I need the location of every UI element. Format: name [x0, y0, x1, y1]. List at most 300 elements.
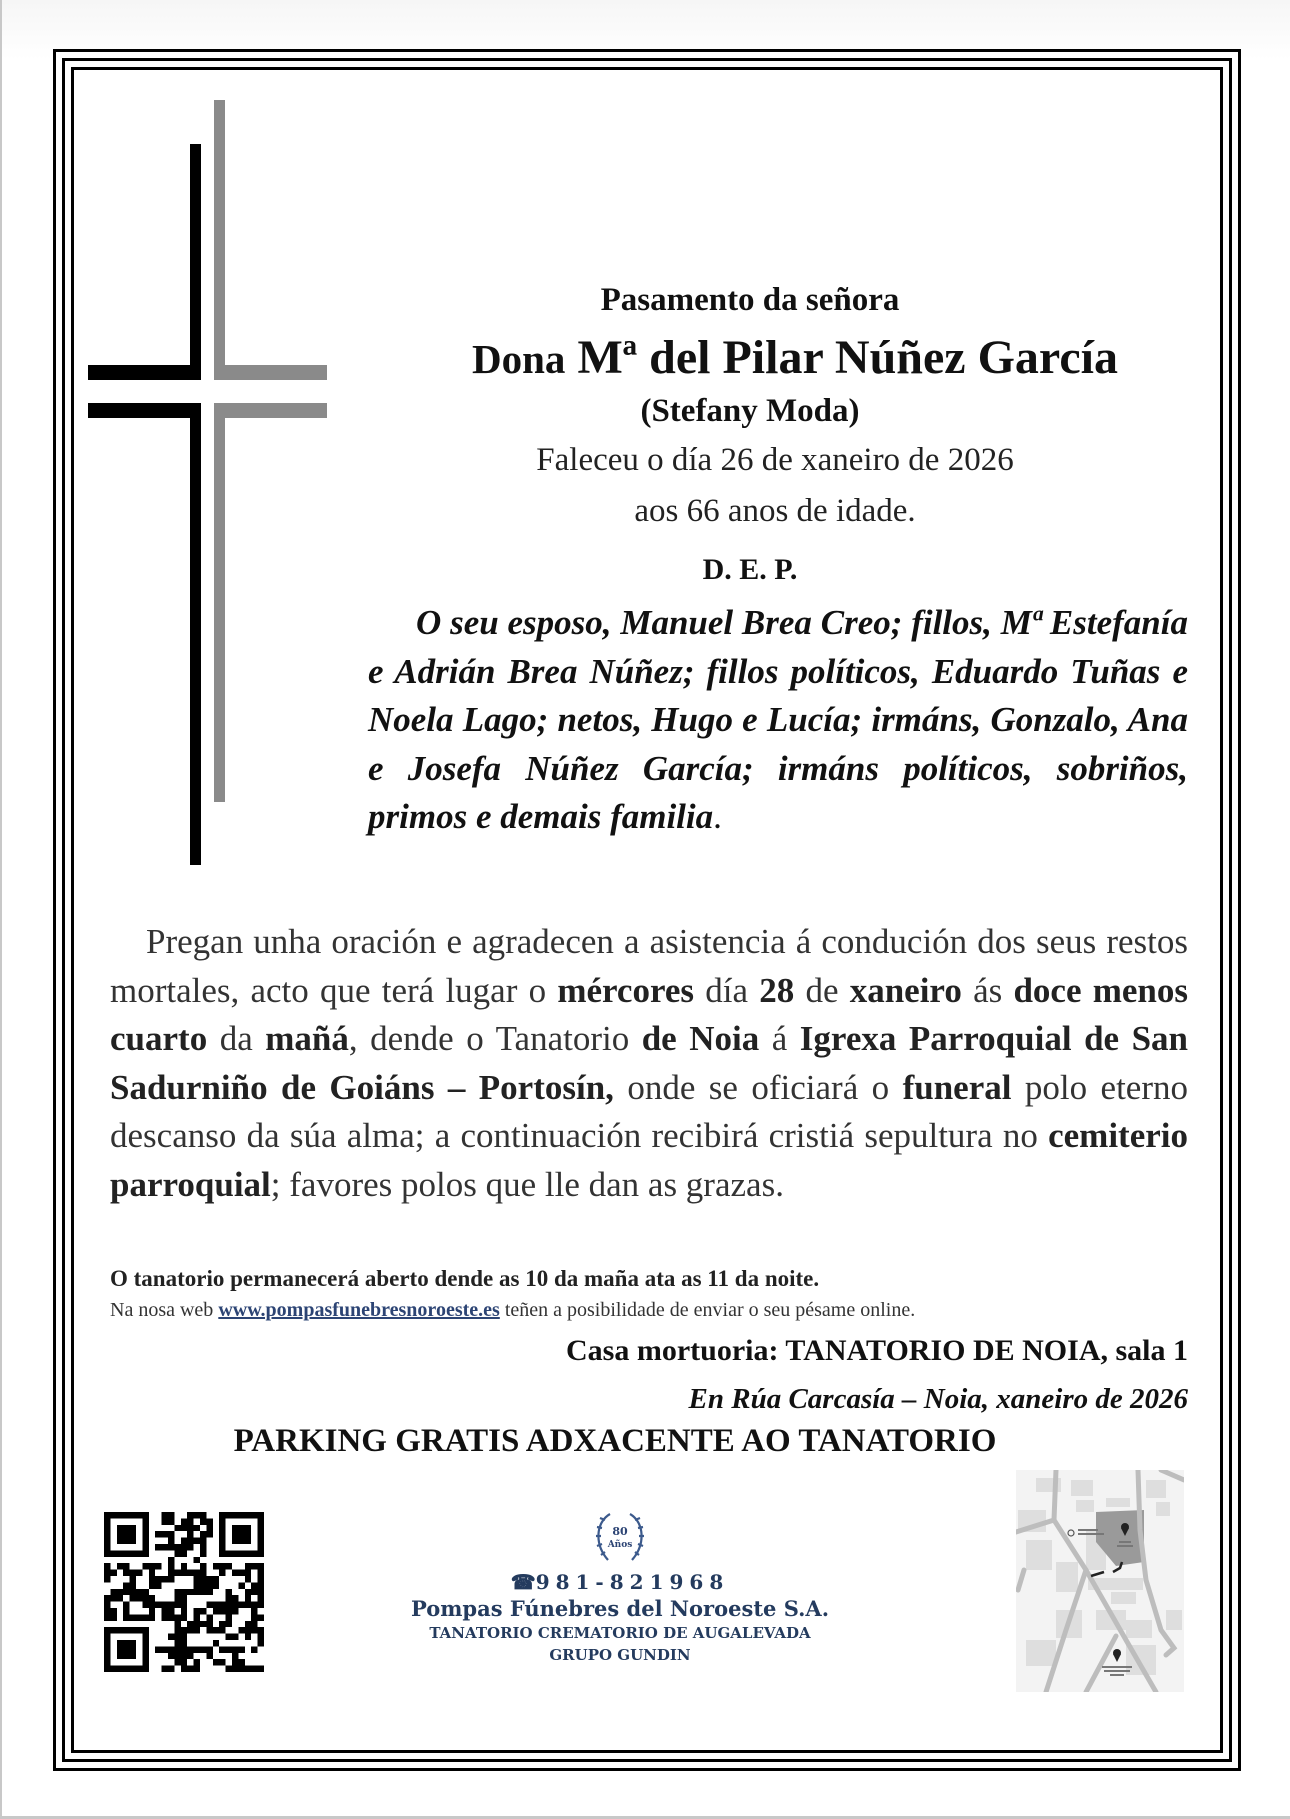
qr-module	[258, 1589, 264, 1595]
qr-module	[142, 1634, 148, 1640]
qr-module	[258, 1634, 264, 1640]
qr-module	[142, 1538, 148, 1544]
qr-module	[194, 1512, 200, 1518]
qr-module	[206, 1653, 212, 1659]
qr-module	[194, 1576, 200, 1582]
qr-module	[136, 1570, 142, 1576]
qr-module	[136, 1627, 142, 1633]
service-text: polo eterno descanso da súa alma; a continuación recibirá cristiá sepultura no	[110, 1067, 1188, 1155]
qr-module	[162, 1531, 168, 1537]
qr-module	[149, 1614, 155, 1620]
qr-module	[104, 1531, 110, 1537]
qr-module	[104, 1570, 110, 1576]
qr-module	[181, 1627, 187, 1633]
heading-pre-title: Pasamento da señora	[600, 282, 900, 318]
qr-module	[226, 1608, 232, 1614]
qr-module	[174, 1525, 180, 1531]
qr-module	[174, 1602, 180, 1608]
cross-black-arm-lower	[88, 403, 201, 418]
qr-module	[226, 1621, 232, 1627]
qr-module	[162, 1646, 168, 1652]
location-map[interactable]	[1016, 1470, 1184, 1692]
qr-module	[130, 1531, 136, 1537]
qr-module	[149, 1608, 155, 1614]
qr-module	[232, 1646, 238, 1652]
qr-module	[168, 1608, 174, 1614]
service-text: ; favores polos que lle dan as grazas.	[270, 1164, 784, 1204]
qr-module	[123, 1582, 129, 1588]
qr-module	[187, 1646, 193, 1652]
qr-module	[142, 1525, 148, 1531]
qr-module	[104, 1634, 110, 1640]
qr-module	[117, 1666, 123, 1672]
cross-gray-arm-upper	[214, 365, 327, 380]
qr-module	[181, 1550, 187, 1556]
qr-module	[232, 1602, 238, 1608]
qr-module	[149, 1582, 155, 1588]
qr-module	[219, 1550, 225, 1556]
qr-module	[123, 1608, 129, 1614]
web-note-prefix: Na nosa web	[110, 1299, 219, 1321]
qr-module	[142, 1512, 148, 1518]
qr-module	[232, 1634, 238, 1640]
qr-module	[194, 1582, 200, 1588]
qr-module	[123, 1666, 129, 1672]
qr-module	[213, 1640, 219, 1646]
qr-module	[232, 1666, 238, 1672]
qr-module	[110, 1512, 116, 1518]
qr-module	[219, 1602, 225, 1608]
qr-module	[155, 1646, 161, 1652]
qr-module	[187, 1666, 193, 1672]
qr-module	[181, 1518, 187, 1524]
qr-module	[168, 1614, 174, 1620]
qr-module	[168, 1646, 174, 1652]
qr-module	[200, 1563, 206, 1569]
qr-module	[168, 1538, 174, 1544]
qr-module	[238, 1666, 244, 1672]
qr-module	[251, 1550, 257, 1556]
qr-module	[136, 1666, 142, 1672]
company-group: GRUPO GUNDIN	[549, 1646, 691, 1664]
casa-mortuoria: Casa mortuoria: TANATORIO DE NOIA, sala 1	[566, 1334, 1188, 1367]
qr-module	[194, 1557, 200, 1563]
qr-module	[200, 1608, 206, 1614]
full-name: Mª del Pilar Núñez García	[577, 331, 1118, 384]
qr-module	[104, 1659, 110, 1665]
parking-notice: PARKING GRATIS ADXACENTE AO TANATORIO	[233, 1423, 997, 1459]
qr-module	[174, 1640, 180, 1646]
qr-module	[142, 1518, 148, 1524]
qr-module	[206, 1621, 212, 1627]
qr-module	[110, 1570, 116, 1576]
qr-module	[117, 1538, 123, 1544]
qr-module	[226, 1634, 232, 1640]
phone-icon: ☎	[510, 1570, 536, 1594]
qr-module	[123, 1550, 129, 1556]
qr-module	[104, 1525, 110, 1531]
service-text: onde se oficiará o	[613, 1067, 903, 1107]
phone-number-line	[380, 1570, 860, 1594]
qr-module	[258, 1538, 264, 1544]
qr-module	[245, 1550, 251, 1556]
qr-module	[123, 1602, 129, 1608]
qr-module	[245, 1570, 251, 1576]
qr-module	[181, 1602, 187, 1608]
funeral-home-brand	[380, 1508, 860, 1664]
qr-module	[258, 1550, 264, 1556]
service-emphasis: mércores	[557, 970, 694, 1010]
qr-module	[238, 1627, 244, 1633]
qr-module	[149, 1576, 155, 1582]
qr-module	[245, 1563, 251, 1569]
qr-module	[104, 1550, 110, 1556]
website-link[interactable]: www.pompasfunebresnoroeste.es	[218, 1299, 500, 1321]
qr-module	[226, 1614, 232, 1620]
qr-module	[110, 1589, 116, 1595]
qr-module	[142, 1602, 148, 1608]
qr-module	[130, 1646, 136, 1652]
qr-module	[130, 1550, 136, 1556]
qr-module	[181, 1646, 187, 1652]
qr-module	[149, 1602, 155, 1608]
qr-module	[117, 1563, 123, 1569]
qr-module	[251, 1614, 257, 1620]
qr-module	[181, 1653, 187, 1659]
family-text: O seu esposo, Manuel Brea Creo; fillos, Mª Estefanía e Adrián Brea Núñez; fillos políticos, Eduardo Tuñas e Noela Lago; netos, Hugo e Lucía; irmáns, Gonzalo, Ana e Josefa Núñez García; irmáns políticos, sobriños, primos e demais familia	[368, 603, 1188, 836]
qr-module	[142, 1646, 148, 1652]
logo-number: 80	[612, 1525, 628, 1538]
qr-module	[238, 1602, 244, 1608]
qr-module	[117, 1531, 123, 1537]
qr-module	[168, 1557, 174, 1563]
qr-module	[174, 1634, 180, 1640]
service-text: á	[759, 1019, 800, 1058]
service-text: ás	[961, 970, 1014, 1010]
qr-module	[104, 1608, 110, 1614]
service-text: da	[207, 1019, 266, 1058]
qr-module	[206, 1627, 212, 1633]
qr-module	[104, 1518, 110, 1524]
qr-module	[181, 1563, 187, 1569]
qr-module	[168, 1634, 174, 1640]
service-paragraph	[110, 918, 1188, 1209]
qr-module	[226, 1595, 232, 1601]
service-emphasis: funeral	[902, 1067, 1012, 1107]
qr-module	[142, 1595, 148, 1601]
qr-module	[155, 1576, 161, 1582]
qr-module	[104, 1563, 110, 1569]
qr-module	[200, 1582, 206, 1588]
qr-module	[168, 1531, 174, 1537]
qr-module	[238, 1646, 244, 1652]
qr-module	[168, 1666, 174, 1672]
qr-module	[200, 1550, 206, 1556]
qr-module	[130, 1640, 136, 1646]
qr-module	[123, 1646, 129, 1652]
qr-module	[168, 1576, 174, 1582]
qr-module	[232, 1531, 238, 1537]
qr-module	[123, 1640, 129, 1646]
qr-module	[206, 1582, 212, 1588]
qr-module	[194, 1525, 200, 1531]
qr-module	[162, 1518, 168, 1524]
qr-module	[117, 1512, 123, 1518]
service-text: día	[694, 970, 760, 1010]
qr-module	[162, 1614, 168, 1620]
qr-module	[162, 1602, 168, 1608]
qr-module	[104, 1544, 110, 1550]
qr-module	[232, 1550, 238, 1556]
qr-module	[213, 1576, 219, 1582]
qr-module	[168, 1518, 174, 1524]
qr-module	[155, 1563, 161, 1569]
qr-module	[123, 1570, 129, 1576]
qr-module	[194, 1659, 200, 1665]
qr-module	[251, 1589, 257, 1595]
company-name: Pompas Fúnebres del Noroeste S.A.	[410, 1596, 830, 1621]
phone-number[interactable]: 981-821968	[535, 1570, 730, 1594]
qr-module	[245, 1666, 251, 1672]
qr-module	[130, 1570, 136, 1576]
qr-module	[251, 1646, 257, 1652]
qr-module	[200, 1512, 206, 1518]
qr-module	[104, 1646, 110, 1652]
qr-module	[232, 1512, 238, 1518]
qr-module	[200, 1646, 206, 1652]
qr-module	[181, 1570, 187, 1576]
qr-module	[245, 1531, 251, 1537]
service-emphasis: de Noia	[641, 1019, 760, 1058]
qr-module	[181, 1589, 187, 1595]
qr-module	[142, 1589, 148, 1595]
qr-module	[187, 1544, 193, 1550]
qr-module	[206, 1518, 212, 1524]
qr-module	[238, 1570, 244, 1576]
qr-module	[123, 1531, 129, 1537]
qr-module	[181, 1634, 187, 1640]
qr-module	[251, 1621, 257, 1627]
qr-module	[219, 1608, 225, 1614]
qr-module	[238, 1531, 244, 1537]
qr-module	[226, 1646, 232, 1652]
qr-module	[226, 1602, 232, 1608]
qr-module	[258, 1602, 264, 1608]
qr-module	[232, 1595, 238, 1601]
qr-module	[123, 1525, 129, 1531]
qr-module	[245, 1634, 251, 1640]
qr-module	[219, 1570, 225, 1576]
qr-module	[206, 1614, 212, 1620]
qr-module	[174, 1550, 180, 1556]
qr-module	[117, 1627, 123, 1633]
death-date: Faleceu o día 26 de xaneiro de 2026	[536, 442, 1014, 478]
qr-module	[174, 1653, 180, 1659]
qr-module	[194, 1614, 200, 1620]
qr-module	[232, 1608, 238, 1614]
qr-module	[155, 1602, 161, 1608]
qr-module	[200, 1544, 206, 1550]
qr-module	[136, 1589, 142, 1595]
qr-module	[130, 1614, 136, 1620]
qr-module	[162, 1576, 168, 1582]
honorific: Dona	[472, 336, 566, 382]
cross-black-arm-upper	[88, 365, 201, 380]
qr-module	[123, 1538, 129, 1544]
qr-module	[168, 1563, 174, 1569]
place-date: En Rúa Carcasía – Noia, xaneiro de 2026	[688, 1383, 1188, 1415]
qr-module	[181, 1538, 187, 1544]
qr-module	[245, 1576, 251, 1582]
qr-module	[213, 1563, 219, 1569]
qr-code[interactable]	[104, 1512, 264, 1672]
qr-module	[206, 1602, 212, 1608]
family-end: .	[713, 797, 722, 836]
nickname: (Stefany Moda)	[640, 393, 860, 429]
logo-label: Años	[607, 1540, 633, 1550]
qr-module	[168, 1512, 174, 1518]
qr-module	[187, 1525, 193, 1531]
service-text: , dende o Tanatorio	[348, 1019, 642, 1058]
family-paragraph	[368, 599, 1188, 842]
qr-module	[123, 1653, 129, 1659]
qr-module	[258, 1576, 264, 1582]
qr-module	[213, 1659, 219, 1665]
qr-module	[136, 1512, 142, 1518]
qr-module	[117, 1646, 123, 1652]
anniversary-laurel-logo	[588, 1508, 652, 1568]
qr-module	[130, 1525, 136, 1531]
qr-module	[200, 1589, 206, 1595]
qr-module	[206, 1531, 212, 1537]
qr-module	[219, 1646, 225, 1652]
qr-module	[194, 1608, 200, 1614]
qr-module	[187, 1621, 193, 1627]
qr-module	[162, 1666, 168, 1672]
service-emphasis: Igrexa Parroquial de San Sadurniño de Goiáns – Portosín,	[110, 1019, 1189, 1107]
qr-module	[251, 1627, 257, 1633]
qr-module	[162, 1608, 168, 1614]
qr-module	[213, 1602, 219, 1608]
qr-module	[245, 1627, 251, 1633]
qr-module	[104, 1595, 110, 1601]
qr-module	[104, 1666, 110, 1672]
qr-module	[104, 1653, 110, 1659]
qr-module	[174, 1621, 180, 1627]
qr-module	[187, 1512, 193, 1518]
qr-module	[219, 1621, 225, 1627]
qr-module	[130, 1582, 136, 1588]
cross-gray-vertical-lower	[214, 403, 225, 802]
qr-module	[251, 1608, 257, 1614]
qr-module	[219, 1659, 225, 1665]
qr-module	[110, 1666, 116, 1672]
qr-module	[142, 1563, 148, 1569]
qr-module	[110, 1608, 116, 1614]
qr-module	[104, 1512, 110, 1518]
rip-abbreviation: D. E. P.	[702, 553, 798, 586]
qr-module	[142, 1653, 148, 1659]
qr-module	[142, 1614, 148, 1620]
qr-module	[130, 1576, 136, 1582]
qr-module	[258, 1563, 264, 1569]
qr-module	[245, 1621, 251, 1627]
qr-module	[251, 1512, 257, 1518]
qr-module	[213, 1582, 219, 1588]
qr-module	[258, 1512, 264, 1518]
qr-module	[194, 1646, 200, 1652]
qr-module	[142, 1550, 148, 1556]
qr-module	[181, 1666, 187, 1672]
qr-module	[219, 1518, 225, 1524]
cross-black-vertical-upper	[190, 144, 201, 380]
qr-module	[232, 1653, 238, 1659]
qr-module	[162, 1544, 168, 1550]
qr-module	[187, 1518, 193, 1524]
service-emphasis: mañá	[265, 1019, 349, 1058]
qr-module	[136, 1595, 142, 1601]
qr-module	[117, 1640, 123, 1646]
qr-module	[213, 1608, 219, 1614]
qr-module	[117, 1525, 123, 1531]
qr-module	[110, 1627, 116, 1633]
qr-module	[238, 1582, 244, 1588]
qr-module	[149, 1595, 155, 1601]
qr-module	[123, 1512, 129, 1518]
qr-module	[130, 1538, 136, 1544]
service-emphasis: cemiterio parroquial	[110, 1116, 1188, 1204]
qr-module	[155, 1582, 161, 1588]
qr-module	[200, 1518, 206, 1524]
qr-module	[168, 1570, 174, 1576]
qr-module	[187, 1653, 193, 1659]
qr-module	[104, 1538, 110, 1544]
qr-module	[258, 1627, 264, 1633]
qr-module	[142, 1531, 148, 1537]
qr-module	[206, 1589, 212, 1595]
opening-hours: O tanatorio permanecerá aberto dende as 10 da maña ata as 11 da noite.	[110, 1266, 820, 1291]
qr-module	[104, 1576, 110, 1582]
qr-module	[206, 1576, 212, 1582]
qr-module	[130, 1595, 136, 1601]
qr-module	[194, 1570, 200, 1576]
web-note	[110, 1299, 915, 1322]
qr-module	[136, 1550, 142, 1556]
qr-module	[238, 1550, 244, 1556]
qr-module	[187, 1570, 193, 1576]
qr-module	[174, 1627, 180, 1633]
cross-gray-arm-lower	[214, 403, 327, 418]
qr-module	[130, 1512, 136, 1518]
qr-module	[104, 1640, 110, 1646]
qr-module	[155, 1531, 161, 1537]
qr-module	[187, 1538, 193, 1544]
qr-module	[123, 1563, 129, 1569]
qr-module	[130, 1666, 136, 1672]
qr-module	[149, 1570, 155, 1576]
qr-module	[245, 1538, 251, 1544]
cross-gray-vertical-upper	[214, 100, 225, 380]
qr-module	[226, 1512, 232, 1518]
qr-module	[174, 1659, 180, 1665]
qr-module	[168, 1544, 174, 1550]
qr-module	[245, 1589, 251, 1595]
qr-module	[194, 1666, 200, 1672]
qr-module	[226, 1563, 232, 1569]
qr-module	[181, 1525, 187, 1531]
page-edge	[0, 0, 2, 1819]
qr-module	[130, 1589, 136, 1595]
